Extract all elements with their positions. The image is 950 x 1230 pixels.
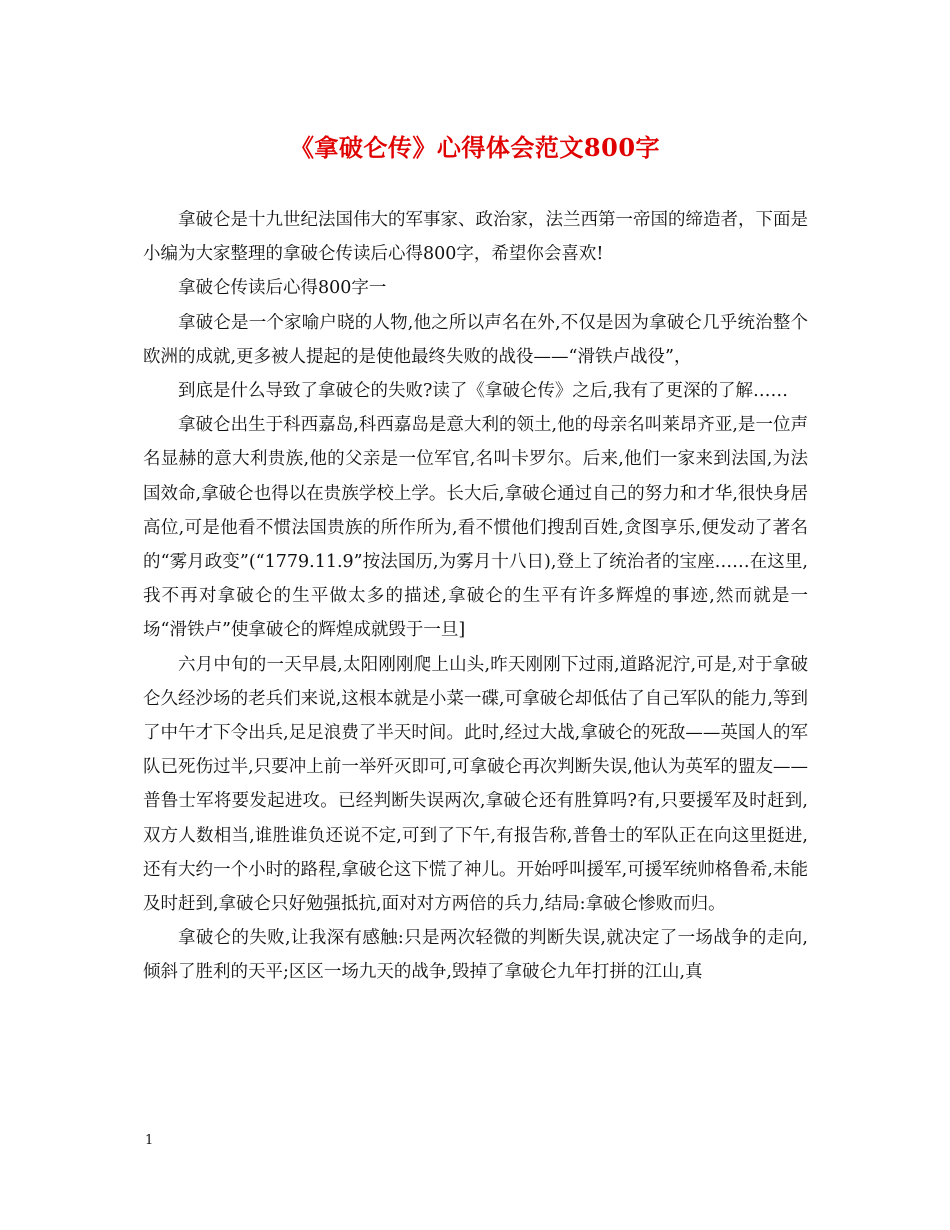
section-heading: 拿破仑传读后心得800字一 [178,278,387,299]
paragraph: 到底是什么导致了拿破仑的失败?读了《拿破仑传》之后,我有了更深的了解…… [178,381,788,402]
page-number: 1 [145,1133,154,1148]
paragraph: 拿破仑出生于科西嘉岛,科西嘉岛是意大利的领土,他的母亲名叫莱昂齐亚,是一位声名显赫的意大利贵族,他的父亲是一位军官,名叫卡罗尔。后来,他们一家来到法国,为法国效命,拿破仑也得以在贵族学校上学。长大后,拿破仑通过自己的努力和才华,很快身居高位,可是他看不惯法国贵族的所作所为,看不惯他们搜刮百姓,贪图享乐,便发动了著名的“雾月政变”(“1779.11.9”按法国历,为雾月十八日),登上了统治者的宝座……在这里,我不再对拿破仑的生平做太多的描述,拿破仑的生平有许多辉煌的事迹,然而就是一场“滑铁卢”使拿破仑的辉煌成就毁于一旦] [143,415,808,641]
paragraph: 拿破仑是一个家喻户晓的人物,他之所以声名在外,不仅是因为拿破仑几乎统治整个欧洲的成就,更多被人提起的是使他最终失败的战役——“滑铁卢战役”， [143,312,808,367]
paragraph: 拿破仑的失败,让我深有感触:只是两次轻微的判断失误,就决定了一场战争的走向,倾斜了胜利的天平;区区一场九天的战争,毁掉了拿破仑九年打拼的江山,真 [143,928,808,983]
paragraph: 拿破仑是十九世纪法国伟大的军事家、政治家，法兰西第一帝国的缔造者，下面是小编为大家整理的拿破仑传读后心得800字，希望你会喜欢! [143,210,808,265]
paragraph: 六月中旬的一天早晨,太阳刚刚爬上山头,昨天刚刚下过雨,道路泥泞,可是,对于拿破仑久经沙场的老兵们来说,这根本就是小菜一碟,可拿破仑却低估了自己军队的能力,等到了中午才下令出兵,足足浪费了半天时间。此时,经过大战,拿破仑的死敌——英国人的军队已死伤过半,只要冲上前一举歼灭即可,可拿破仑再次判断失误,他认为英军的盟友——普鲁士军将要发起进攻。已经判断失误两次,拿破仑还有胜算吗?有,只要援军及时赶到,双方人数相当,谁胜谁负还说不定,可到了下午,有报告称,普鲁士的军队正在向这里挺进,还有大约一个小时的路程,拿破仑这下慌了神儿。开始呼叫援军,可援军统帅格鲁希,未能及时赶到,拿破仑只好勉强抵抗,面对对方两倍的兵力,结局:拿破仑惨败而归。 [143,654,808,915]
document-body [143,203,808,990]
document-title: 《拿破仑传》心得体会范文800字 [289,133,661,162]
